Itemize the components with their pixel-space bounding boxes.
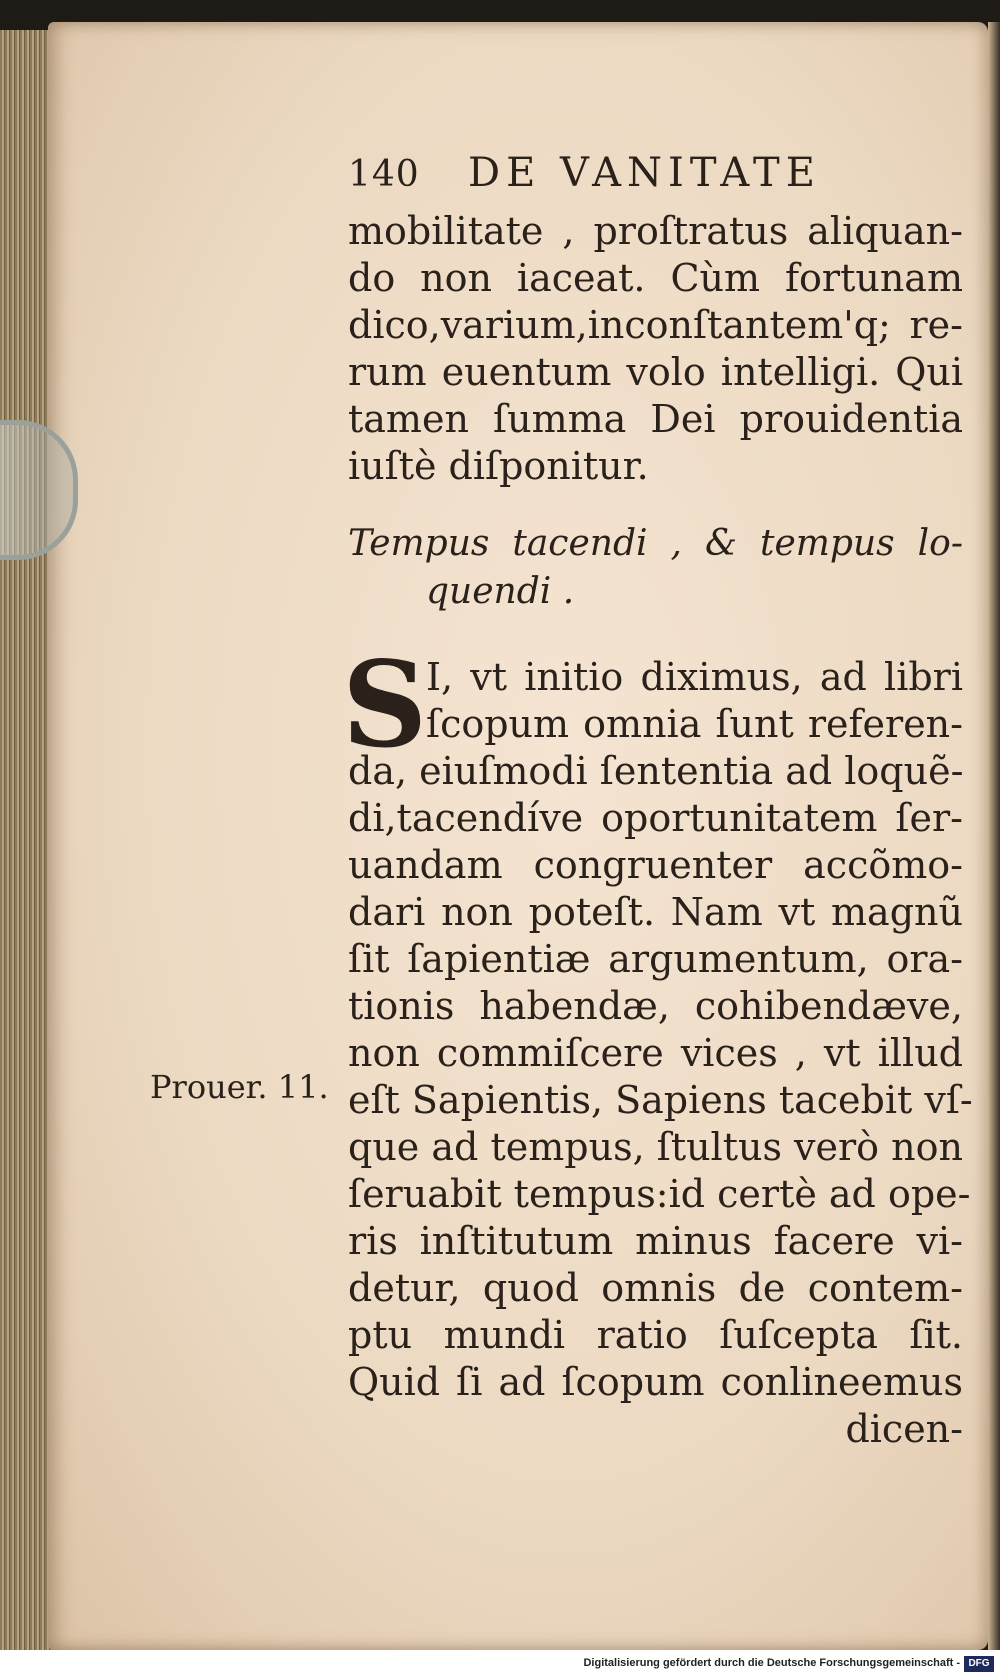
page-right-edge — [988, 22, 1000, 1650]
text-block — [342, 150, 973, 1453]
dfg-logo: DFG — [964, 1656, 994, 1672]
text-line: I, vt initio diximus, ad libri — [426, 655, 963, 699]
text-line: do non iaceat. Cùm fortunam — [348, 256, 963, 300]
text-line: que ad tempus, ſtultus verò non — [348, 1125, 963, 1169]
text-line: tamen ſumma Dei prouidentia — [348, 397, 963, 441]
running-head — [348, 150, 963, 208]
text-line: dari non poteſt. Nam vt magnũ — [348, 890, 963, 934]
text-line: iuſtè diſponitur. — [348, 444, 649, 488]
heading-line: quendi . — [426, 571, 575, 612]
page-number: 140 — [348, 154, 420, 195]
margin-note: Prouer. 11. — [150, 1068, 329, 1106]
text-line: da, eiuſmodi ſententia ad loquẽ- — [348, 749, 964, 793]
footer-bar — [0, 1650, 1000, 1680]
section-heading — [348, 520, 963, 616]
text-line: ſeruabit tempus:id certè ad ope- — [348, 1172, 971, 1216]
text-line: uandam congruenter accõmo- — [348, 843, 963, 887]
paragraph-1 — [348, 208, 963, 490]
paragraph-2 — [342, 635, 973, 1453]
footer-credit: Digitalisierung gefördert durch die Deutsche Forschungsgemeinschaft - — [583, 1657, 960, 1669]
text-line: Quid ſi ad ſcopum conlineemus — [348, 1360, 963, 1404]
text-line: ptu mundi ratio ſuſcepta ſit. — [348, 1313, 963, 1357]
text-line: rum euentum volo intelligi. Qui — [348, 350, 963, 394]
running-title: DE VANITATE — [468, 150, 821, 196]
text-line: ris inſtitutum minus facere vi- — [348, 1219, 963, 1263]
text-line: detur, quod omnis de contem- — [348, 1266, 963, 1310]
text-line: ſcopum omnia ſunt referen- — [426, 702, 963, 746]
text-line: ſit ſapientiæ argumentum, ora- — [348, 937, 963, 981]
text-line: tionis habendæ, cohibendæve, — [348, 984, 963, 1028]
text-line: di,tacendíve oportunitatem ſer- — [348, 796, 963, 840]
drop-cap: S — [342, 635, 428, 774]
heading-line: Tempus tacendi , & tempus lo- — [348, 523, 963, 564]
text-line: mobilitate , proſtratus aliquan- — [348, 209, 963, 253]
text-line: non commiſcere vices , vt illud — [348, 1031, 963, 1075]
text-line: eſt Sapientis, Sapiens tacebit vſ- — [348, 1078, 973, 1122]
text-line: dico,varium,inconſtantem'q; re- — [348, 303, 963, 347]
catchword: dicen- — [845, 1407, 963, 1451]
